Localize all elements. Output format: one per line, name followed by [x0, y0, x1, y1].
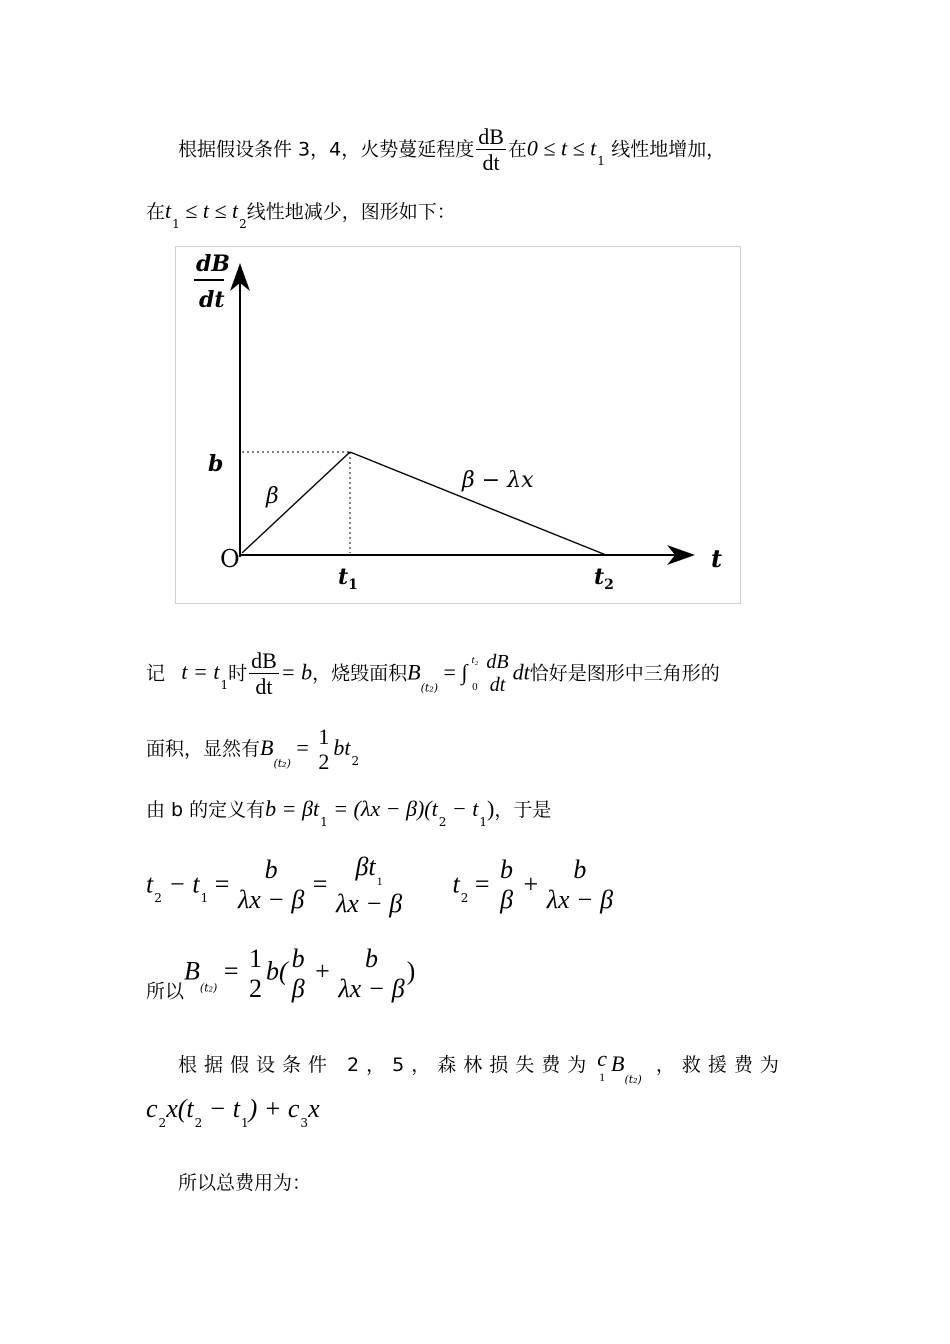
p1-prefix: 根据假设条件 3，4，火势蔓延程度: [178, 138, 475, 161]
p8-Bsub: (t₂): [624, 1073, 642, 1087]
p3-shi: 时: [228, 662, 248, 685]
p7-half-num: 1: [249, 944, 262, 973]
p3-integrand: [484, 651, 510, 697]
p1-fraction-dbdt: [476, 124, 506, 176]
p1-range-sub: 1: [597, 154, 605, 169]
p5-eq2: = (λx − β)(t: [327, 796, 438, 821]
p7-bopen: b(: [266, 956, 288, 986]
t2-label: [594, 564, 614, 593]
p6-sub2: 2: [154, 891, 162, 906]
p6-t2: t: [146, 869, 154, 899]
y-axis-label-num: dB: [196, 251, 230, 277]
p7-close: ): [406, 956, 416, 986]
rising-line: [242, 452, 350, 553]
p1-range: 0 ≤ t ≤ t: [526, 135, 597, 161]
p3-suffix: 恰好是图形中三角形的: [529, 662, 720, 685]
p3-teq: t = t: [181, 659, 220, 685]
p4-eq: =: [290, 734, 315, 760]
p3-eqb: = b: [280, 659, 313, 685]
p2-t: t: [165, 198, 172, 223]
p6-plus: +: [517, 869, 545, 899]
p8-B: B: [610, 1051, 625, 1077]
p9-x: x: [308, 1094, 320, 1123]
p8-c1: [595, 1046, 609, 1085]
p6-f2-den: λx − β: [335, 888, 403, 918]
p7-f2-num: b: [364, 944, 378, 973]
t1-label: [338, 564, 358, 593]
p5-sub1: 1: [320, 815, 328, 829]
p7-plus: +: [308, 956, 337, 986]
t-axis-label: t: [711, 544, 723, 573]
p4-half: [316, 724, 331, 775]
paragraph-8: [178, 1046, 786, 1085]
paragraph-10: [178, 1172, 311, 1193]
p10-text: 所以总费用为：: [178, 1172, 312, 1194]
p3-B: B: [407, 659, 421, 685]
p2-sub1: 1: [172, 217, 180, 231]
p8-prefix: 根据假设条件 2，5，森林损失费为: [178, 1054, 594, 1077]
p7-f1-num: b: [291, 944, 305, 973]
p6-f2-num: βt: [355, 852, 376, 881]
p5-suffix: ，于是: [494, 799, 552, 821]
p3-dB: dB: [486, 650, 509, 673]
p1-suffix: 线性地增加，: [611, 138, 726, 161]
y-axis-label-den: dt: [199, 287, 225, 313]
p6-r-t2: t: [452, 869, 460, 899]
p3-dt2: dt: [512, 659, 530, 685]
p4-B: B: [260, 734, 274, 760]
paragraph-4: [146, 724, 359, 775]
p2-suffix: 线性地减少，图形如下：: [246, 201, 456, 223]
p7-eq: =: [217, 956, 245, 986]
t1-label-sub: 1: [348, 577, 358, 593]
p6-frac-4: [547, 855, 613, 915]
p9-xt: x(t: [166, 1094, 194, 1123]
p2-sub2: 2: [239, 217, 247, 231]
p4-Bsub: (t₂): [273, 756, 291, 770]
p7-half: [247, 944, 264, 1004]
paragraph-2: [146, 200, 456, 230]
p3-ji: 记: [146, 662, 166, 685]
p1-zai: 在: [507, 138, 527, 161]
p6-sub1: 1: [200, 891, 209, 906]
paragraph-7: [146, 944, 415, 1004]
p9-minus: − t: [202, 1094, 241, 1123]
p3-frac-den: dt: [255, 674, 273, 700]
p2-prefix: 在: [146, 201, 166, 223]
p3-Bsub: (t₂): [420, 681, 439, 695]
p4-sub2: 2: [351, 753, 360, 768]
p7-Bsub: (t₂): [199, 981, 218, 995]
falling-line-label: β − λx: [462, 468, 534, 493]
p9-sub-t2: 2: [194, 1116, 203, 1130]
p7-f2-den: λx − β: [338, 973, 405, 1003]
p2-mid: ≤ t ≤ t: [179, 198, 239, 223]
p9-sub-c3: 3: [300, 1116, 309, 1130]
p6-minus: − t: [161, 869, 200, 899]
p8-csub: 1: [599, 1070, 606, 1085]
paragraph-1: [178, 124, 725, 176]
p6-eq2: =: [306, 869, 334, 899]
p6-f4-num: b: [573, 855, 587, 885]
p6-f3-den: β: [500, 885, 514, 915]
p6-r-eq: =: [468, 869, 497, 899]
p3-mid: ，烧毁面积: [312, 662, 408, 685]
paragraph-5: [146, 798, 551, 828]
p4-half-den: 2: [318, 749, 330, 775]
triangle-figure: [175, 246, 741, 604]
p3-fraction-dbdt: [249, 648, 279, 700]
p4-prefix: 面积，显然有: [146, 737, 261, 760]
p6-f2-numsub: 1: [376, 874, 383, 888]
beta-label: β: [266, 484, 279, 509]
p3-frac-num: dB: [251, 648, 277, 673]
t2-label-sub: 2: [604, 577, 614, 593]
p4-half-num: 1: [318, 724, 330, 749]
p5-sub2: 2: [438, 815, 447, 829]
p9-sub-c2: 2: [158, 1116, 167, 1130]
p7-frac-1: [290, 944, 307, 1004]
p8-c: c: [597, 1046, 607, 1071]
p6-r-sub2: 2: [460, 891, 469, 906]
p5-eq4: ): [487, 796, 495, 821]
t1-label-main: t: [338, 564, 349, 590]
p9-c2: c: [146, 1094, 158, 1123]
paragraph-3: [146, 648, 720, 700]
p7-f1-den: β: [291, 973, 305, 1003]
p5-sub3: 1: [479, 815, 487, 829]
p3-int-up: t₂: [471, 654, 479, 667]
p6-f1-den: λx − β: [237, 885, 305, 915]
paragraph-6: [146, 852, 615, 919]
p3-eq: = ∫: [438, 659, 468, 685]
p6-frac-3: [498, 855, 515, 915]
figure-svg: [176, 247, 740, 603]
p9-close-plus: ) + c: [248, 1094, 300, 1123]
p7-half-den: 2: [249, 973, 262, 1003]
b-label: b: [208, 451, 224, 477]
p9-sub-t1: 1: [241, 1116, 249, 1130]
p6-frac-1: [238, 855, 304, 915]
p1-frac-den: dt: [482, 150, 500, 176]
p3-sub1: 1: [220, 678, 229, 693]
p6-f4-den: λx − β: [546, 885, 614, 915]
origin-label: O: [220, 545, 240, 573]
p7-prefix: 所以: [146, 980, 185, 1003]
p3-integral-limits: [469, 654, 480, 693]
paragraph-9: [146, 1096, 320, 1129]
p7-B: B: [184, 956, 200, 986]
p6-eq: =: [208, 869, 236, 899]
p5-eq1: b = βt: [265, 796, 320, 821]
p7-frac-2: [338, 944, 404, 1004]
p4-bt: bt: [333, 734, 351, 760]
p3-dt: dt: [489, 673, 506, 696]
p6-frac-2: [336, 852, 402, 919]
p3-int-low: 0: [472, 680, 478, 693]
p6-f3-num: b: [500, 855, 514, 885]
p5-prefix: 由 b 的定义有: [146, 799, 266, 821]
p5-eq3: − t: [446, 796, 479, 821]
t2-label-main: t: [594, 564, 605, 590]
p8-mid: ，救援费为: [655, 1054, 786, 1077]
p1-frac-num: dB: [478, 124, 504, 149]
p6-f1-num: b: [264, 855, 278, 885]
